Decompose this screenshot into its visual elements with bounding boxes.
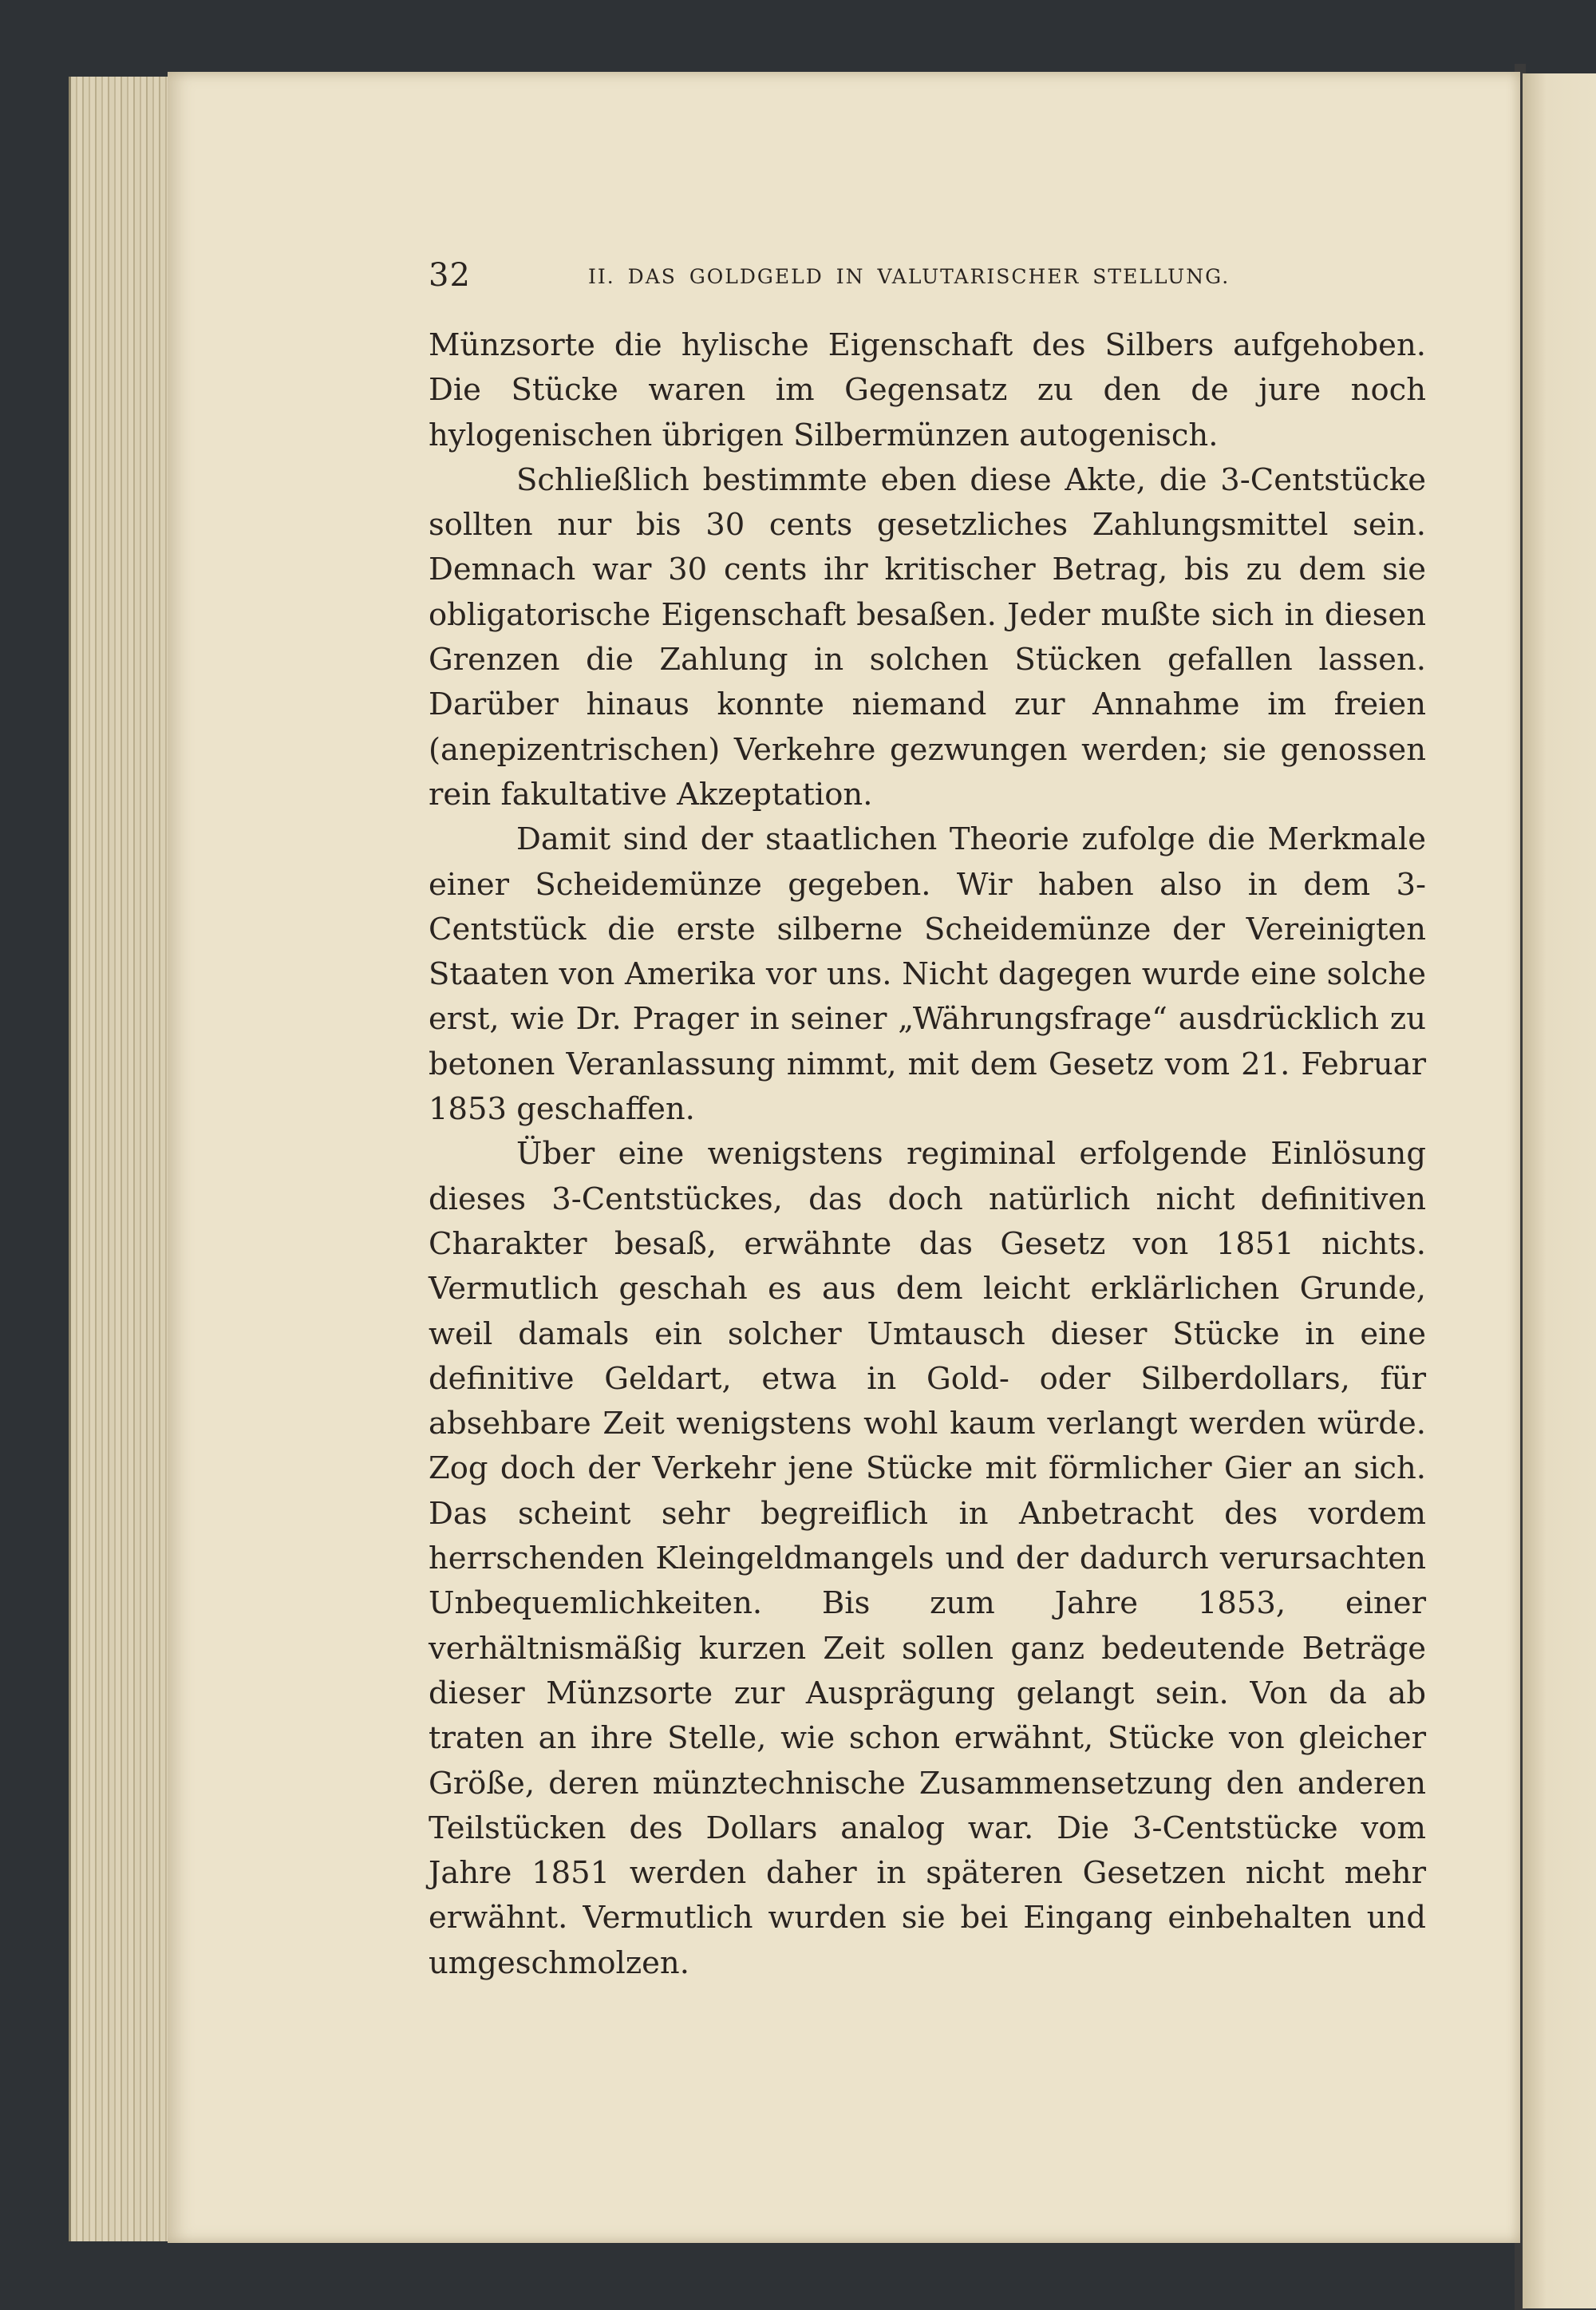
paragraph: Über eine wenigstens regiminal erfolgende Einlösung dieses 3-Centstückes, das doch natürlich nicht definitiven Charakter besaß, erwähnte das Gesetz von 1851 nichts. Vermutlich geschah es aus dem leicht erklärlichen Grunde, weil damals ein solcher Umtausch dieser Stücke in eine definitive Geldart, etwa in Gold- oder Silberdollars, für absehbare Zeit wenigstens wohl kaum verlangt werden würde. Zog doch der Verkehr jene Stücke mit förmlicher Gier an sich. Das scheint sehr begreiflich in Anbetracht des vordem herrschenden Kleingeldmangels und der dadurch verursachten Unbequemlichkeiten. Bis zum Jahre 1853, einer verhältnismäßig kurzen Zeit sollen ganz bedeutende Beträge dieser Münzsorte zur Ausprägung gelangt sein. Von da ab traten an ihre Stelle, wie schon erwähnt, Stücke von gleicher Größe, deren münztechnische Zusammensetzung den anderen Teilstücken des Dollars analog war. Die 3-Centstücke vom Jahre 1851 werden daher in späteren Gesetzen nicht mehr erwähnt. Vermutlich wurden sie bei Eingang einbehalten und umgeschmolzen. [429, 1136, 1426, 1981]
paragraph: Damit sind der staatlichen Theorie zufolge die Merkmale einer Scheidemünze gegeben. Wir haben also in dem 3-Centstück die erste silberne Scheidemünze der Vereinigten Staaten von Amerika vor uns. Nicht dagegen wurde eine solche erst, wie Dr. Prager in seiner „Währungsfrage“ ausdrücklich zu betonen Veranlassung nimmt, mit dem Gesetz vom 21. Februar 1853 geschaffen. [429, 821, 1426, 1128]
paragraph: Münzsorte die hylische Eigenschaft des Silbers aufgehoben. Die Stücke waren im Gegensatz zu den de jure noch hylogenischen übrigen Silbermünzen autogenisch. [429, 327, 1426, 453]
body-text [429, 323, 1426, 1986]
page-number: 32 [429, 257, 471, 294]
running-head: II. DAS GOLDGELD IN VALUTARISCHER STELLUNG. [588, 265, 1231, 288]
paragraph: Schließlich bestimmte eben diese Akte, die 3-Centstücke sollten nur bis 30 cents gesetzliches Zahlungsmittel sein. Demnach war 30 cents ihr kritischer Betrag, bis zu dem sie obligatorische Eigenschaft besaßen. Jeder mußte sich in diesen Grenzen die Zahlung in solchen Stücken gefallen lassen. Darüber hinaus konnte niemand zur Annahme im freien (anepizentrischen) Verkehre gezwungen werden; sie genossen rein fakultative Akzeptation. [429, 461, 1426, 813]
page-header [429, 257, 1266, 297]
facing-page-edge [1523, 73, 1596, 2308]
